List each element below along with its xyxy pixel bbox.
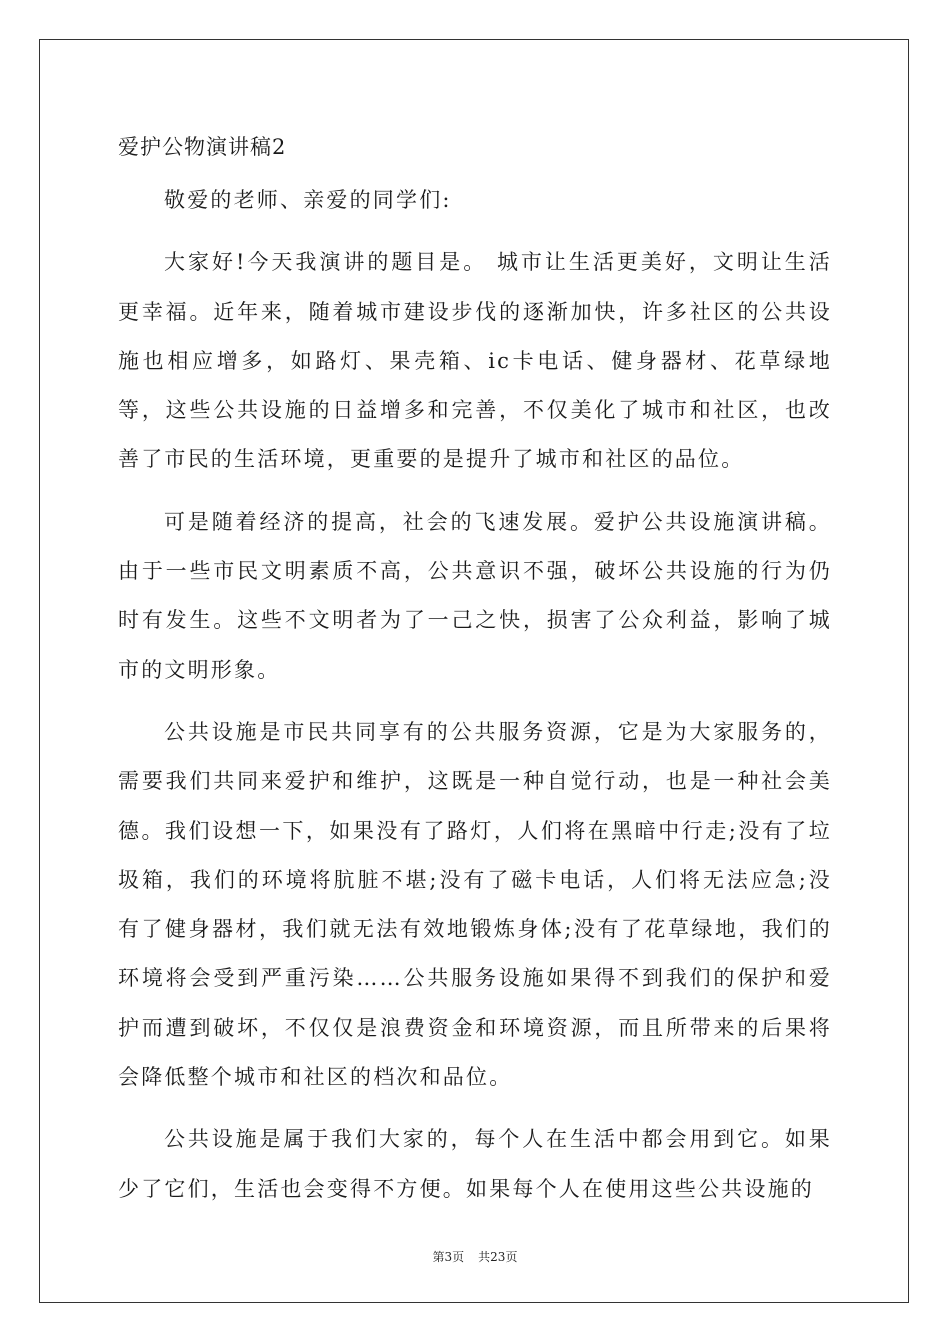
paragraph-introduction: 大家好!今天我演讲的题目是。 城市让生活更美好，文明让生活更幸福。近年来，随着城市建设步伐的逐渐加快，许多社区的公共设施也相应增多，如路灯、果壳箱、ic卡电话、健身器材、花草绿地等，这些公共设施的日益增多和完善，不仅美化了城市和社区，也改善了市民的生活环境，更重要的是提升了城市和社区的品位。 (118, 250, 832, 472)
paragraph-importance: 公共设施是市民共同享有的公共服务资源，它是为大家服务的，需要我们共同来爱护和维护，这既是一种自觉行动，也是一种社会美德。我们设想一下，如果没有了路灯，人们将在黑暗中行走;没有了垃圾箱，我们的环境将肮脏不堪;没有了磁卡电话，人们将无法应急;没有了健身器材，我们就无法有效地锻炼身体;没有了花草绿地，我们的环境将会受到严重污染……公共服务设施如果得不到我们的保护和爱护而遭到破坏，不仅仅是浪费资金和环境资源，而且所带来的后果将会降低整个城市和社区的档次和品位。 (118, 719, 832, 1090)
paragraph-salutation: 敬爱的老师、亲爱的同学们: (164, 188, 452, 212)
page-footer (0, 1248, 950, 1266)
document-title: 爱护公物演讲稿2 (118, 135, 287, 159)
paragraph-problem: 可是随着经济的提高，社会的飞速发展。爱护公共设施演讲稿。由于一些市民文明素质不高，公共意识不强，破坏公共设施的行为仍时有发生。这些不文明者为了一己之快，损害了公众利益，影响了城市的文明形象。 (118, 509, 832, 682)
page-total: 共23页 (478, 1250, 518, 1264)
paragraph-conclusion: 公共设施是属于我们大家的，每个人在生活中都会用到它。如果少了它们，生活也会变得不方便。如果每个人在使用这些公共设施的 (118, 1127, 832, 1201)
document-body (118, 127, 832, 1214)
page-number: 第3页 (432, 1250, 465, 1264)
